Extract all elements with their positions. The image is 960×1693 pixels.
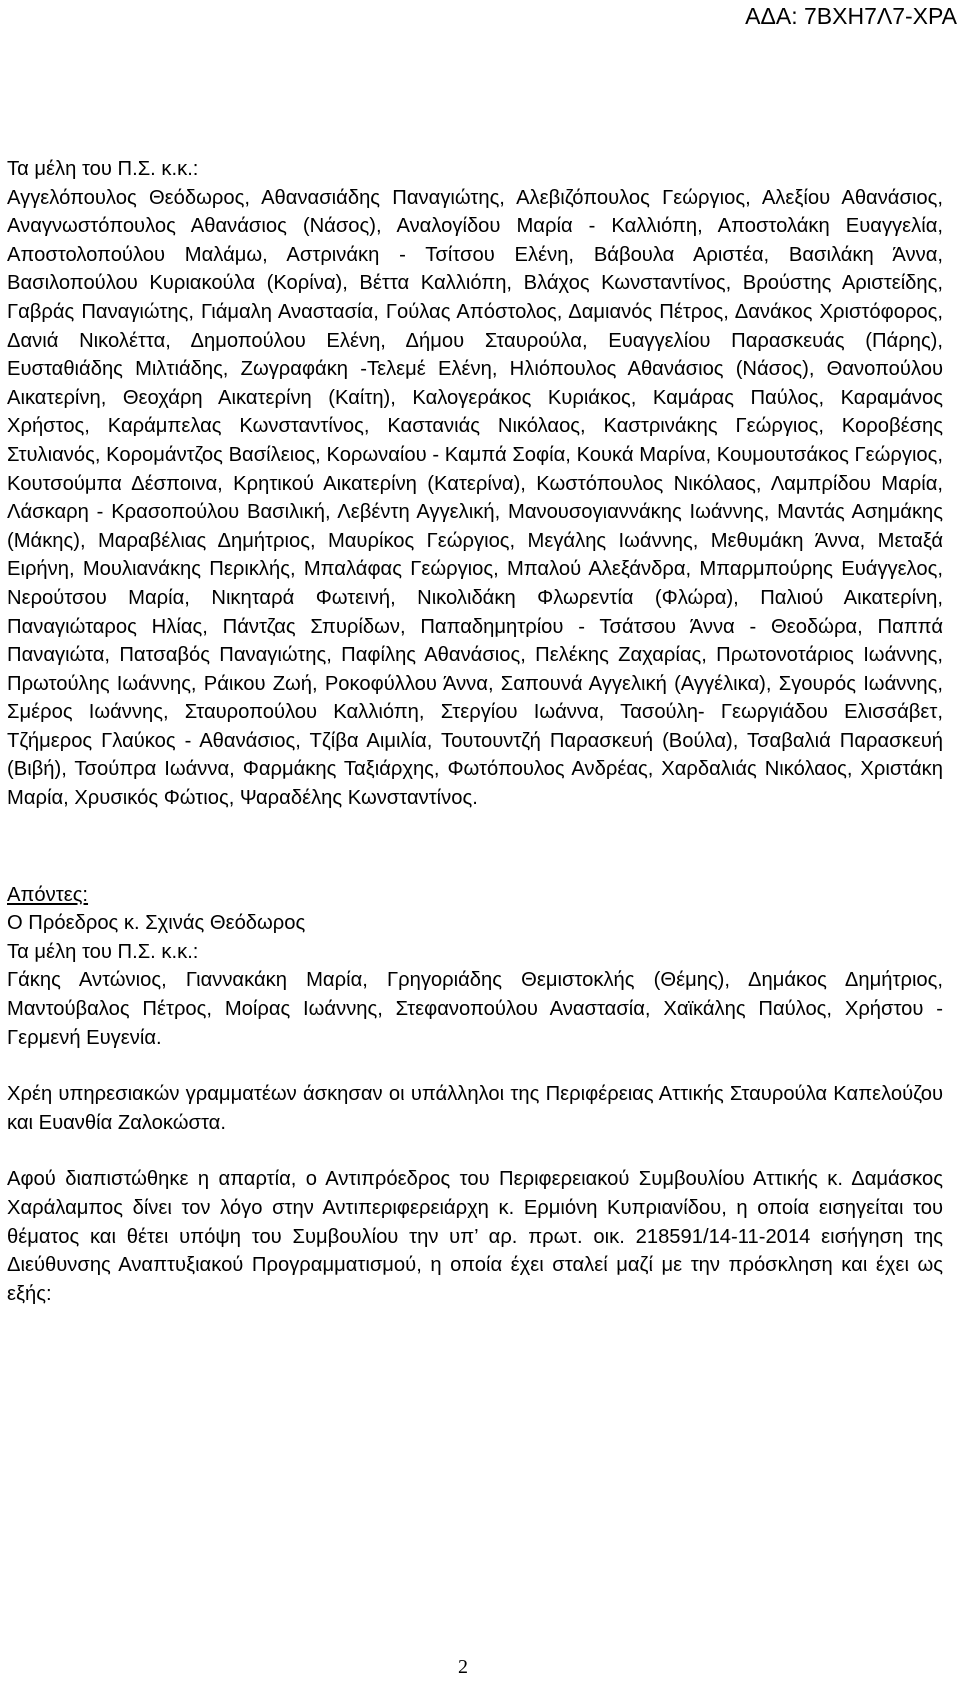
secretaries-paragraph: Χρέη υπηρεσιακών γραμματέων άσκησαν οι υπάλληλοι της Περιφέρειας Αττικής Σταυρούλα Καπελούζου και Ευανθία Ζαλοκώστα. (7, 1083, 943, 1134)
absent-president: Ο Πρόεδρος κ. Σχινάς Θεόδωρος (7, 912, 306, 935)
absent-members-label: Τα μέλη του Π.Σ. κ.κ.: (7, 940, 199, 963)
present-members-list: Αγγελόπουλος Θεόδωρος, Αθανασιάδης Παναγιώτης, Αλεβιζόπουλος Γεώργιος, Αλεξίου Αθανάσιος, Αναγνωστόπουλος Αθανάσιος (Νάσος), Αναλογίδου Μαρία - Καλλιόπη, Αποστολάκη Ευαγγελία, Αποστολοπούλου Μαλάμω, Αστρινάκη - Τσίτσου Ελένη, Βάβουλα Αριστέα, Βασιλάκη Άννα, Βασιλοπούλου Κυριακούλα (Κορίνα), Βέττα Καλλιόπη, Βλάχος Κωνσταντίνος, Βρούστης Αριστείδης, Γαβράς Παναγιώτης, Γιάμαλη Αναστασία, Γούλας Απόστολος, Δαμιανός Πέτρος, Δανάκος Χριστόφορος, Δανιά Νικολέττα, Δημοπούλου Ελένη, Δήμου Σταυρούλα, Ευαγγελίου Παρασκευάς (Πάρης), Ευσταθιάδης Μιλτιάδης, Ζωγραφάκη -Τελεμέ Ελένη, Ηλιόπουλος Αθανάσιος (Νάσος), Θανοπούλου Αικατερίνη, Θεοχάρη Αικατερίνη (Καίτη), Καλογεράκος Κυριάκος, Καμάρας Παύλος, Καραμάνος Χρήστος, Καράμπελας Κωνσταντίνος, Καστανιάς Νικόλαος, Καστρινάκης Γεώργιος, Κοροβέσης Στυλιανός, Κορομάντζος Βασίλειος, Κορωναίου - Καμπά Σοφία, Κουκά Μαρίνα, Κουμουτσάκος Γεώργιος, Κουτσούμπα Δέσποινα, Κρητικού Αικατερίνη (Κατερίνα), Κωστόπουλος Νικόλαος, Λαμπρίδου Μαρία, Λάσκαρη - Κρασοπούλου Βασιλική, Λεβέντη Αγγελική, Μανουσογιαννάκης Ιωάννης, Μαντάς Ασημάκης (Μάκης), Μαραβέλιας Δημήτριος, Μαυρίκος Γεώργιος, Μεγάλης Ιωάννης, Μεθυμάκη Άννα, Μεταξά Ειρήνη, Μουλιανάκης Περικλής, Μπαλάφας Γεώργιος, Μπαλού Αλεξάνδρα, Μπαρμπούρης Ευάγγελος, Νερούτσου Μαρία, Νικηταρά Φωτεινή, Νικολιδάκη Φλωρεντία (Φλώρα), Παλιού Αικατερίνη, Παναγιώταρος Ηλίας, Πάντζας Σπυρίδων, Παπαδημητρίου - Τσάτσου Άννα - Θεοδώρα, Παππά Παναγιώτα, Πατσαβός Παναγιώτης, Παφίλης Αθανάσιος, Πελέκης Ζαχαρίας, Πρωτονοτάριος Ιωάννης, Πρωτούλης Ιωάννης, Ράικου Ζωή, Ροκοφύλλου Άννα, Σαπουνά Αγγελική (Αγγέλικα), Σγουρός Ιωάννης, Σμέρος Ιωάννης, Σταυροπούλου Καλλιόπη, Στεργίου Ιωάννα, Τασούλη- Γεωργιάδου Ελισσάβετ, Τζήμερος Γλαύκος - Αθανάσιος, Τζίβα Αιμιλία, Τουτουντζή Παρασκευή (Βούλα), Τσαβαλιά Παρασκευή (Βιβή), Τσούπρα Ιωάννα, Φαρμάκης Ταξιάρχης, Φωτόπουλος Ανδρέας, Χαρδαλιάς Νικόλαος, Χριστάκη Μαρία, Χρυσικός Φώτιος, Ψαραδέλης Κωνσταντίνος. (7, 186, 943, 810)
document-body (7, 155, 943, 1308)
page-number: 2 (458, 1656, 468, 1678)
present-members-label: Τα μέλη του Π.Σ. κ.κ.: (7, 158, 199, 180)
spacer (7, 1052, 943, 1080)
ada-code: ΑΔΑ: 7ΒΧΗ7Λ7-ΧΡΑ (745, 3, 957, 29)
absent-members-list: Γάκης Αντώνιος, Γιαννακάκη Μαρία, Γρηγοριάδης Θεμιστοκλής (Θέμης), Δημάκος Δημήτριος, Μαντούβαλος Πέτρος, Μοίρας Ιωάννης, Στεφανοπούλου Αναστασία, Χαϊκάλης Παύλος, Χρήστου - Γερμενή Ευγενία. (7, 969, 943, 1049)
spacer (7, 1137, 943, 1165)
absent-label: Απόντες: (7, 883, 89, 906)
quorum-paragraph: Αφού διαπιστώθηκε η απαρτία, ο Αντιπρόεδρος του Περιφερειακού Συμβουλίου Αττικής κ. Δαμάσκος Χαράλαμπος δίνει τον λόγο στην Αντιπεριφερειάρχη κ. Ερμιόνη Κυπριανίδου, η οποία εισηγείται του θέματος και θέτει υπόψη του Συμβουλίου την υπ’ αρ. πρωτ. οικ. 218591/14-11-2014 εισήγηση της Διεύθυνσης Αναπτυξιακού Προγραμματισμού, η οποία έχει σταλεί μαζί με την πρόσκληση και έχει ως εξής: (7, 1168, 943, 1305)
spacer (7, 813, 943, 881)
